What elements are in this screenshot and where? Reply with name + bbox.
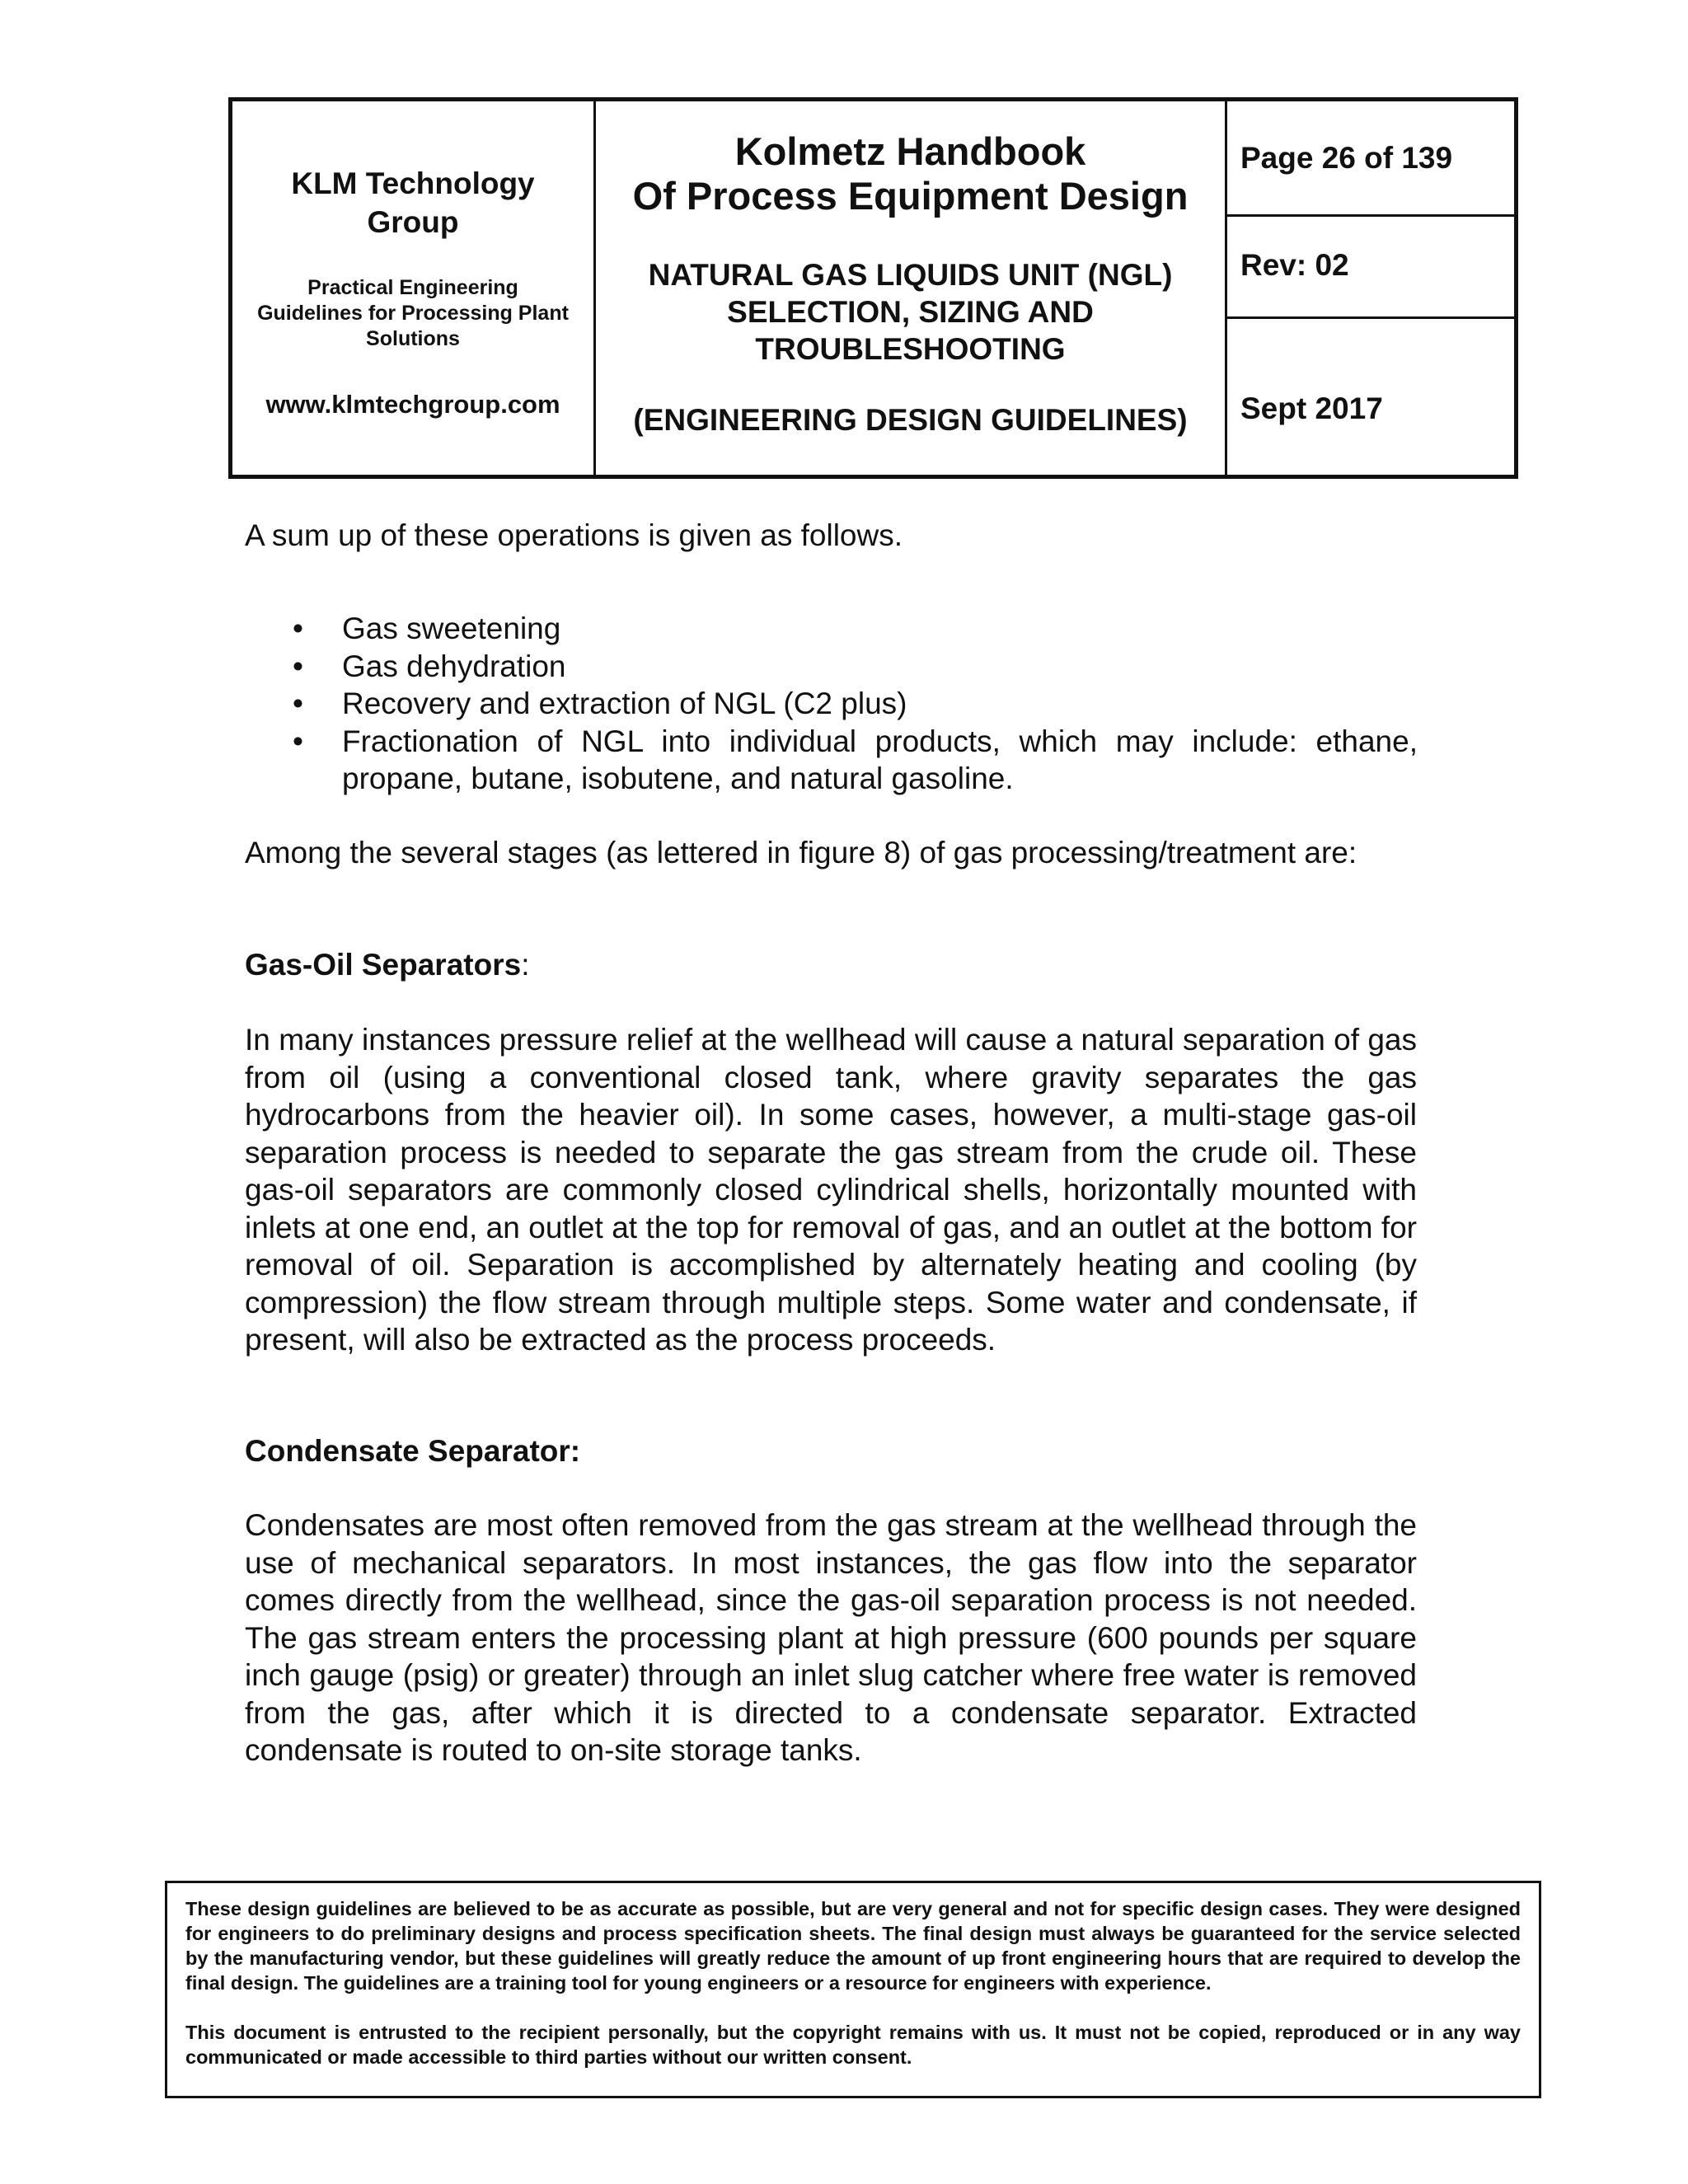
gas-oil-heading: Gas-Oil Separators: <box>245 948 530 982</box>
organization-name: KLM Technology Group <box>291 166 535 239</box>
list-item: • Recovery and extraction of NGL (C2 plus) <box>293 685 1418 723</box>
organization-tagline: Practical Engineering Guidelines for Processing Plant Solutions <box>257 276 569 350</box>
condensate-paragraph: Condensates are most often removed from the gas stream at the wellhead through the use of mechanical separators. In most instances, the gas flow into the separator comes directly from the wellhead, since the gas-oil separation process is not needed. The gas stream enters the processing plant at high pressure (600 pounds per square inch gauge (psig) or greater) through an inlet slug catcher where free water is removed from the gas, after which it is directed to a condensate separator. Extracted condensate is routed to on-site storage tanks. <box>245 1508 1417 1767</box>
operations-list <box>293 610 1418 798</box>
bullet-icon: • <box>293 612 303 645</box>
condensate-heading: Condensate Separator: <box>245 1434 581 1468</box>
bullet-icon: • <box>293 687 303 720</box>
intro-text: A sum up of these operations is given as follows. <box>245 518 903 552</box>
document-type: (ENGINEERING DESIGN GUIDELINES) <box>633 403 1188 437</box>
bullet-icon: • <box>293 724 303 758</box>
list-item: • Fractionation of NGL into individual products, which may include: ethane, propane, butane, isobutene, and natural gasoline. <box>293 724 1418 795</box>
meta-cell <box>1227 101 1514 475</box>
website-link[interactable]: www.klmtechgroup.com <box>265 390 560 419</box>
stages-paragraph: Among the several stages (as lettered in figure 8) of gas processing/treatment are: <box>245 836 1357 869</box>
title-cell <box>596 101 1227 475</box>
disclaimer-box <box>165 1881 1541 2098</box>
copyright-text: This document is entrusted to the recipient personally, but the copyright remains with us. It must not be copied, reproduced or in any way communicated or made accessible to third parties without our written consent. <box>185 2022 1521 2068</box>
page-number: Page 26 of 139 <box>1227 101 1514 217</box>
gas-oil-paragraph: In many instances pressure relief at the wellhead will cause a natural separation of gas from oil (using a conventional closed tank, where gravity separates the gas hydrocarbons from the heavier oil). In some cases, however, a multi-stage gas-oil separation process is needed to separate the gas stream from the crude oil. These gas-oil separators are commonly closed cylindrical shells, horizontally mounted with inlets at one end, an outlet at the top for removal of gas, and an outlet at the bottom for removal of oil. Separation is accomplished by alternately heating and cooling (by compression) the flow stream through multiple steps. Some water and condensate, if present, will also be extracted as the process proceeds. <box>245 1023 1417 1357</box>
bullet-icon: • <box>293 649 303 683</box>
organization-cell <box>232 101 596 475</box>
publish-date: Sept 2017 <box>1240 391 1383 425</box>
document-header <box>228 97 1518 479</box>
list-item: • Gas dehydration <box>293 648 1418 686</box>
revision: Rev: 02 <box>1227 217 1514 319</box>
handbook-title: Kolmetz Handbook Of Process Equipment Design <box>632 129 1189 218</box>
list-item: • Gas sweetening <box>293 610 1418 648</box>
document-subject: NATURAL GAS LIQUIDS UNIT (NGL) SELECTION, SIZING AND TROUBLESHOOTING <box>648 258 1173 366</box>
disclaimer-text: These design guidelines are believed to be as accurate as possible, but are very general and not for specific design cases. They were designed for engineers to do preliminary designs and process specification sheets. The final design must always be guaranteed for the service selected by the manufacturing vendor, but these guidelines will greatly reduce the amount of up front engineering hours that are required to develop the final design. The guidelines are a training tool for young engineers or a resource for engineers with experience. <box>185 1898 1521 1994</box>
